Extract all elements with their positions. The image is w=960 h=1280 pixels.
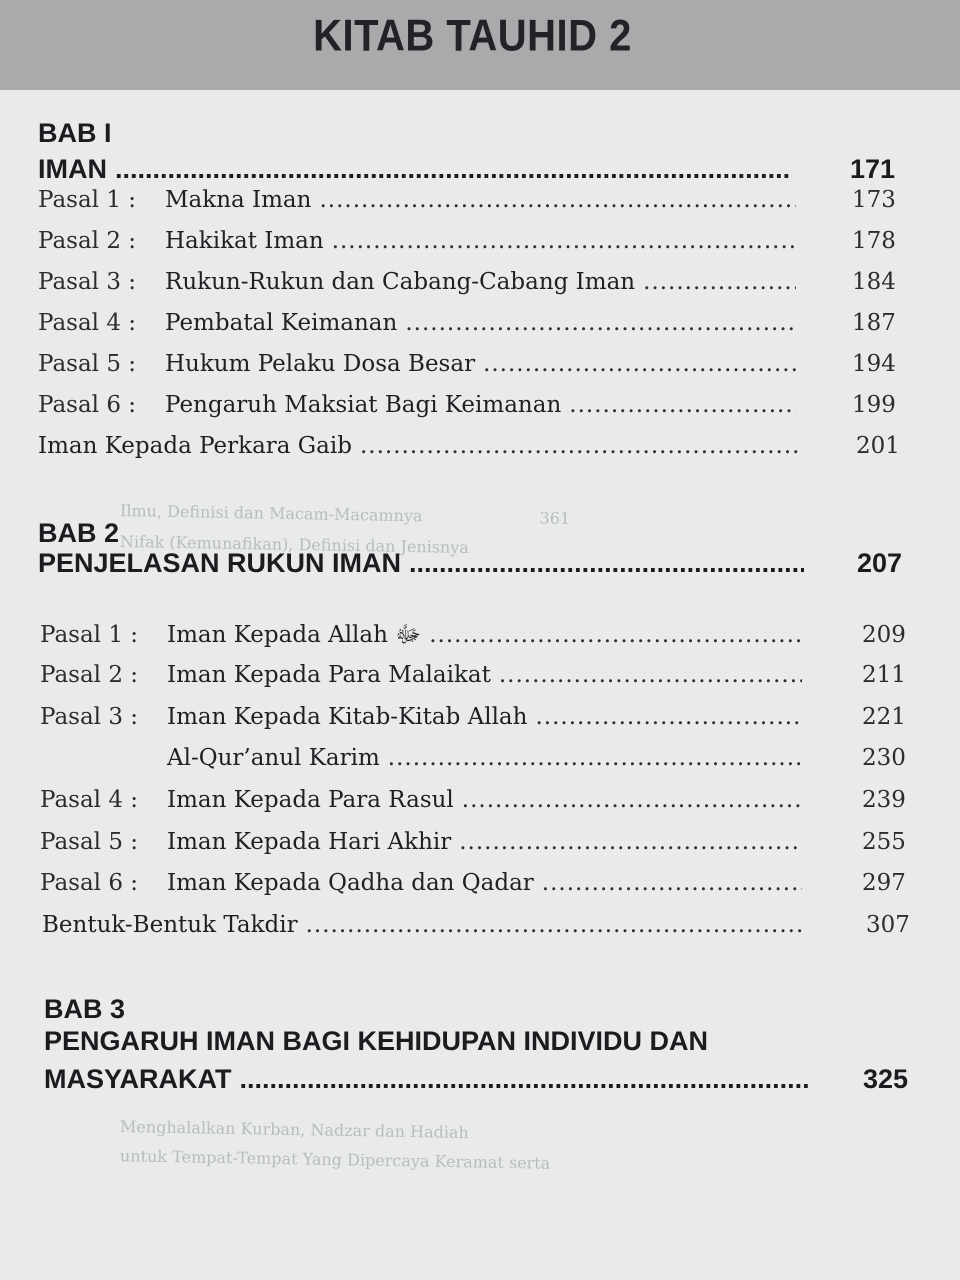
toc-entry [40, 662, 906, 696]
entry-title: Bentuk-Bentuk Takdir [42, 912, 298, 938]
chapter-1-label: BAB I [38, 118, 112, 148]
entry-page: 178 [852, 228, 896, 254]
entry-title: Al-Qur’anul Karim [167, 745, 380, 771]
entry-title: Pembatal Keimanan [165, 310, 398, 336]
toc-entry [40, 745, 906, 779]
entry-page: 173 [852, 187, 896, 213]
dot-leader [483, 351, 796, 377]
entry-title: Rukun-Rukun dan Cabang-Cabang Iman [165, 269, 636, 295]
entry-page: 211 [862, 662, 906, 688]
entry-page: 187 [852, 310, 896, 336]
toc-entry [38, 228, 896, 262]
chapter-3-title-line2: MASYARAKAT [44, 1064, 232, 1094]
toc-entry [42, 912, 910, 946]
dot-leader [542, 870, 802, 896]
toc-entry [38, 310, 896, 344]
pasal-label [40, 745, 167, 771]
chapter-2-title: PENJELASAN RUKUN IMAN [38, 548, 402, 578]
entry-title: Iman Kepada Qadha dan Qadar [167, 870, 534, 896]
toc-entry [40, 787, 906, 821]
table-of-contents [0, 90, 960, 1280]
pasal-label: Pasal 5 : [40, 829, 139, 855]
dot-leader [535, 704, 802, 730]
pasal-label: Pasal 1 : [40, 622, 139, 648]
book-title: KITAB TAUHID 2 [313, 11, 632, 61]
entry-page: 184 [852, 269, 896, 295]
entry-title: Pengaruh Maksiat Bagi Keimanan [165, 392, 562, 418]
entry-title: Iman Kepada Para Rasul [167, 787, 454, 813]
entry-page: 230 [862, 745, 906, 771]
pasal-label: Pasal 4 : [38, 310, 137, 336]
entry-page: 209 [862, 622, 906, 648]
pasal-label: Pasal 5 : [38, 351, 137, 377]
entry-page: 201 [856, 433, 900, 459]
toc-entry [38, 351, 896, 385]
entry-title: Iman Kepada Hari Akhir [167, 829, 452, 855]
show-through-text: Nifak (Kemunafikan), Definisi dan Jenisnya [119, 531, 470, 558]
chapter-3-title-line1: PENGARUH IMAN BAGI KEHIDUPAN INDIVIDU DAN [44, 1026, 709, 1056]
toc-entry [38, 269, 896, 303]
chapter-1-title: IMAN [38, 154, 107, 184]
toc-entry [38, 392, 896, 426]
dot-leader [115, 154, 792, 185]
dot-leader [319, 187, 796, 213]
entry-title: Makna Iman [165, 187, 312, 213]
chapter-1-heading [38, 154, 896, 188]
entry-title: Hakikat Iman [165, 228, 324, 254]
page-header [0, 0, 960, 90]
entry-title: Iman Kepada Perkara Gaib [38, 433, 352, 459]
dot-leader [569, 392, 796, 418]
pasal-label: Pasal 3 : [38, 269, 137, 295]
toc-entry [40, 829, 906, 863]
dot-leader [360, 433, 800, 459]
chapter-2-page: 207 [856, 548, 902, 578]
dot-leader [332, 228, 796, 254]
entry-page: 239 [862, 787, 906, 813]
entry-page: 199 [852, 392, 896, 418]
pasal-label: Pasal 3 : [40, 704, 139, 730]
dot-leader [429, 622, 802, 648]
pasal-label: Pasal 1 : [38, 187, 137, 213]
entry-page: 297 [862, 870, 906, 896]
toc-entry [38, 433, 900, 467]
entry-page: 221 [862, 704, 906, 730]
dot-leader [405, 310, 796, 336]
dot-leader [240, 1064, 808, 1095]
dot-leader [409, 548, 804, 579]
pasal-label: Pasal 6 : [40, 870, 139, 896]
entry-title: Iman Kepada Allah ﷻ [167, 622, 422, 648]
dot-leader [306, 912, 806, 938]
pasal-label: Pasal 2 : [40, 662, 139, 688]
pasal-label: Pasal 6 : [38, 392, 137, 418]
entry-title: Iman Kepada Kitab-Kitab Allah [167, 704, 528, 730]
entry-page: 255 [862, 829, 906, 855]
entry-title: Iman Kepada Para Malaikat [167, 662, 491, 688]
entry-title: Hukum Pelaku Dosa Besar [165, 351, 476, 377]
chapter-3-label: BAB 3 [44, 994, 126, 1024]
toc-entry [40, 704, 906, 738]
toc-entry [40, 620, 906, 654]
dot-leader [459, 829, 802, 855]
pasal-label: Pasal 4 : [40, 787, 139, 813]
entry-page: 194 [852, 351, 896, 377]
dot-leader [643, 269, 796, 295]
chapter-2-label: BAB 2 [38, 518, 120, 548]
show-through-text: untuk Tempat-Tempat Yang Dipercaya Keramat serta [119, 1146, 551, 1173]
dot-leader [462, 787, 802, 813]
chapter-3-page: 325 [862, 1064, 908, 1094]
toc-entry [38, 187, 896, 221]
chapter-3-heading [44, 1064, 908, 1098]
chapter-1-page: 171 [850, 154, 896, 184]
show-through-text: Menghalalkan Kurban, Nadzar dan Hadiah [119, 1116, 469, 1143]
entry-page: 307 [866, 912, 910, 938]
toc-entry [40, 870, 906, 904]
pasal-label: Pasal 2 : [38, 228, 137, 254]
dot-leader [499, 662, 802, 688]
chapter-2-heading [38, 548, 902, 582]
show-through-text: Ilmu, Definisi dan Macam-Macamnya 361 [119, 501, 571, 528]
dot-leader [388, 745, 802, 771]
